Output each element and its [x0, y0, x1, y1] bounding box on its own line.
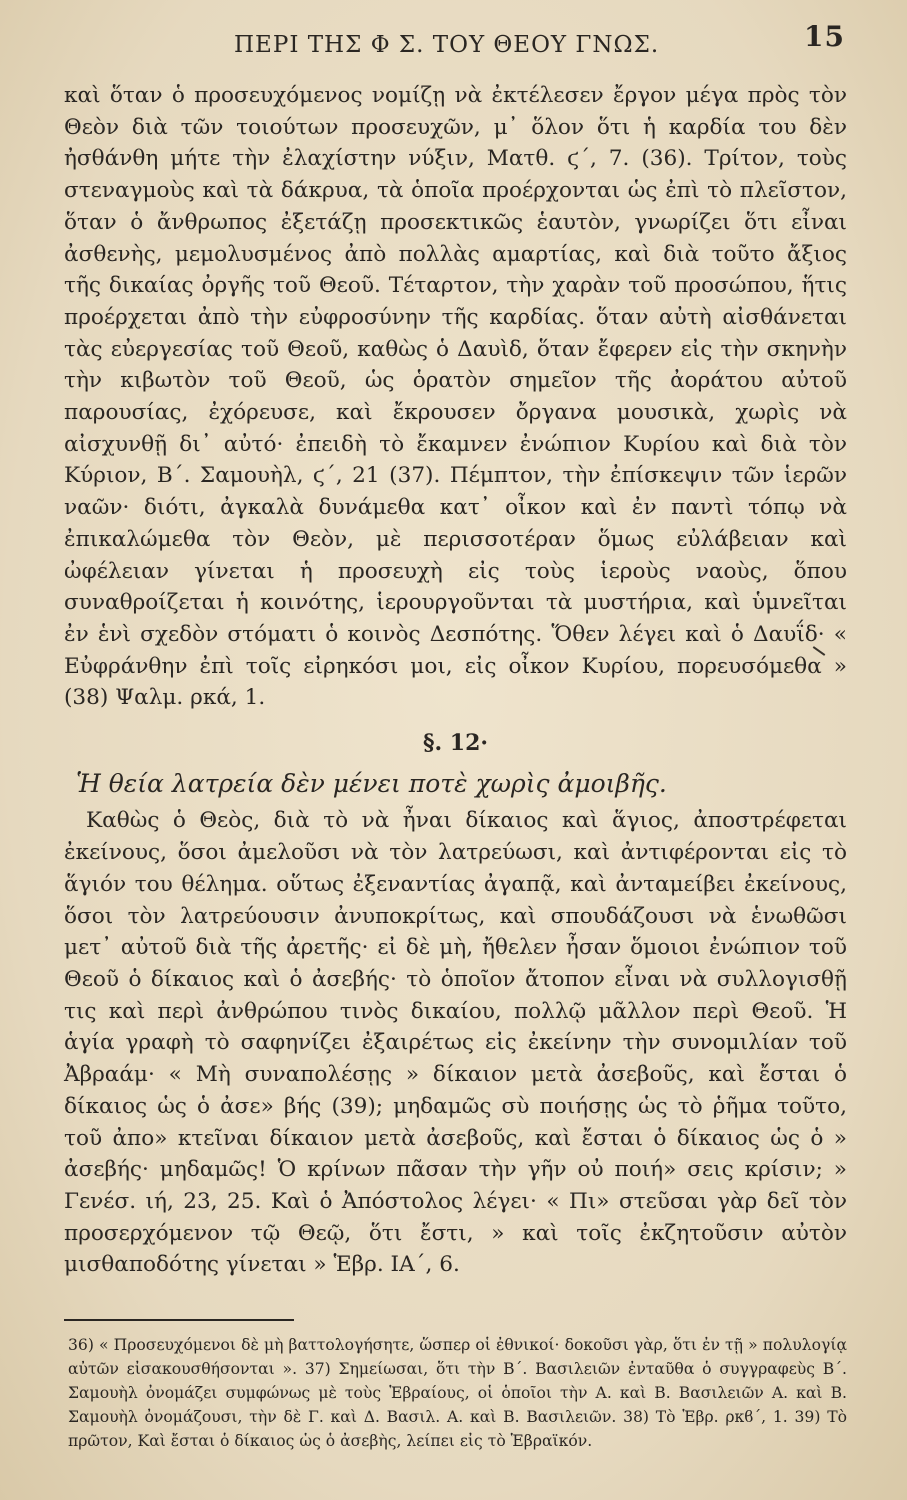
paragraph-1: καὶ ὅταν ὁ προσευχόμενος νομίζῃ νὰ ἐκτέλεσεν ἔργον μέγα πρὸς τὸν Θεὸν διὰ τῶν τοιούτων προσευχῶν, μ᾿ ὅλον ὅτι ἡ καρδία του δὲν ἠσθάνθη μήτε τὴν ἐλαχίστην νύξιν, Ματθ. ϛ΄, 7. (36). Τρίτον, τοὺς στεναγμοὺς καὶ τὰ δάκρυα, τὰ ὁποῖα προέρχονται ὡς ἐπὶ τὸ πλεῖστον, ὅταν ὁ ἄνθρωπος ἐξετάζῃ προσεκτικῶς ἑαυτὸν, γνωρίζει ὅτι εἶναι ἀσθενὴς, μεμολυσμένος ἀπὸ πολλὰς αμαρτίας, καὶ διὰ τοῦτο ἄξιος τῆς δικαίας ὀργῆς τοῦ Θεοῦ. Τέταρτον, τὴν χαρὰν τοῦ προσώπου, ἥτις προέρχεται ἀπὸ τὴν εὐφροσύνην τῆς καρδίας. ὅταν αὐτὴ αἰσθάνεται τὰς εὐεργεσίας τοῦ Θεοῦ, καθὼς ὁ Δαυὶδ, ὅταν ἔφερεν εἰς τὴν σκηνὴν τὴν κιβωτὸν τοῦ Θεοῦ, ὡς ὁρατὸν σημεῖον τῆς ἀοράτου αὐτοῦ παρουσίας, ἐχόρευσε, καὶ ἔκρουσεν ὄργανα μουσικὰ, χωρὶς νὰ αἰσχυνθῇ δι᾿ αὐτό· ἐπειδὴ τὸ ἔκαμνεν ἐνώπιον Κυρίου καὶ διὰ τὸν Κύριον, Β΄. Σαμουὴλ, ϛ΄, 21 (37). Πέμπτον, τὴν ἐπίσκεψιν τῶν ἱερῶν ναῶν· διότι, ἀγκαλὰ δυνάμεθα κατ᾿ οἶκον καὶ ἐν παντὶ τόπῳ νὰ ἐπικαλώμεθα τὸν Θεὸν, μὲ περισσοτέραν ὅμως εὐλάβειαν καὶ ὠφέλειαν γίνεται ἡ προσευχὴ εἰς τοὺς ἱεροὺς ναοὺς, ὅπου συναθροίζεται ἡ κοινότης, ἱερουργοῦνται τὰ μυστήρια, καὶ ὑμνεῖται ἐν ἑνὶ σχεδὸν στόματι ὁ κοινὸς Δεσπότης. Ὅθεν λέγει καὶ ὁ Δαυΐδ· « Εὐφράνθην ἐπὶ τοῖς εἰρηκόσι μοι, εἰς οἶκον Κυρίου, πορευσόμεθα » (38) Ψαλμ. ρκά, 1. — [64, 83, 847, 711]
footnotes: 36) « Προσευχόμενοι δὲ μὴ βαττολογήσητε, ὥσπερ οἱ ἐθνικοί· δοκοῦσι γὰρ, ὅτι ἐν τῇ » πολυλογίᾳ αὐτῶν εἰσακουσθήσονται ». 37) Σημείωσαι, ὅτι τὴν Β΄. Βασιλειῶν ἐνταῦθα ὁ συγγραφεὺς Β΄. Σαμουὴλ ὀνομάζει συμφώνως μὲ τοὺς Ἑβραίους, οἱ ὁποῖοι τὴν Α. καὶ Β. Βασιλειῶν Α. καὶ Β. Σαμουὴλ ὀνομάζουσι, τὴν δὲ Γ. καὶ Δ. Βασιλ. Α. καὶ Β. Βασιλειῶν. 38) Τὸ Ἑβρ. ρκϐ΄, 1. 39) Τὸ πρῶτον, Καὶ ἔσται ὁ δίκαιος ὡς ὁ ἀσεβὴς, λείπει εἰς τὸ Ἑβραϊκόν. — [68, 1336, 847, 1451]
section-title: Ἡ θεία λατρεία δὲν μένει ποτὲ χωρὶς ἀμοιβῆς. — [76, 768, 667, 798]
page-header — [64, 18, 847, 64]
paragraph-2: Καθὼς ὁ Θεὸς, διὰ τὸ νὰ ἦναι δίκαιος καὶ ἅγιος, ἀποστρέφεται ἐκείνους, ὅσοι ἀμελοῦσι νὰ τὸν λατρεύωσι, καὶ ἀντιφέρονται εἰς τὸ ἅγιόν του θέλημα. οὕτως ἐξεναντίας ἀγαπᾷ, καὶ ἀνταμείβει ἐκείνους, ὅσοι τὸν λατρεύουσιν ἀνυποκρίτως, καὶ σπουδάζουσι νὰ ἑνωθῶσι μετ᾿ αὐτοῦ διὰ τῆς ἀρετῆς· εἰ δὲ μὴ, ἤθελεν ἦσαν ὅμοιοι ἐνώπιον τοῦ Θεοῦ ὁ δίκαιος καὶ ὁ ἀσεβής· τὸ ὁποῖον ἄτοπον εἶναι νὰ συλλογισθῇ τις καὶ περὶ ἀνθρώπου τινὸς δικαίου, πολλῷ μᾶλλον περὶ Θεοῦ. Ἡ ἁγία γραφὴ τὸ σαφηνίζει ἐξαιρέτως εἰς ἐκείνην τὴν συνομιλίαν τοῦ Ἀβραάμ· « Μὴ συναπολέσῃς » δίκαιον μετὰ ἀσεβοῦς, καὶ ἔσται ὁ δίκαιος ὡς ὁ ἀσε» βής (39); μηδαμῶς σὺ ποιήσῃς ὡς τὸ ῥῆμα τοῦτο, τοῦ ἀπο» κτεῖναι δίκαιον μετὰ ἀσεβοῦς, καὶ ἔσται ὁ δίκαιος ὡς ὁ » ἀσεβής· μηδαμῶς! Ὁ κρίνων πᾶσαν τὴν γῆν οὐ ποιή» σεις κρίσιν; » Γενέσ. ιή, 23, 25. Καὶ ὁ Ἀπόστολος λέγει· « Πι» στεῦσαι γὰρ δεῖ τὸν προσερχόμενον τῷ Θεῷ, ὅτι ἔστι, » καὶ τοῖς ἐκζητοῦσιν αὐτὸν μισθαποδότης γίνεται » Ἑβρ. ΙΑ΄, 6. — [64, 808, 847, 1278]
running-title: ΠΕΡΙ ΤΗΣ Φ Σ. ΤΟΥ ΘΕΟΥ ΓΝΩΣ. — [234, 32, 660, 58]
body-text — [64, 80, 847, 1281]
page-number: 15 — [804, 20, 845, 53]
footnote-rule — [64, 1319, 294, 1321]
section-number: §. 12· — [422, 730, 489, 757]
